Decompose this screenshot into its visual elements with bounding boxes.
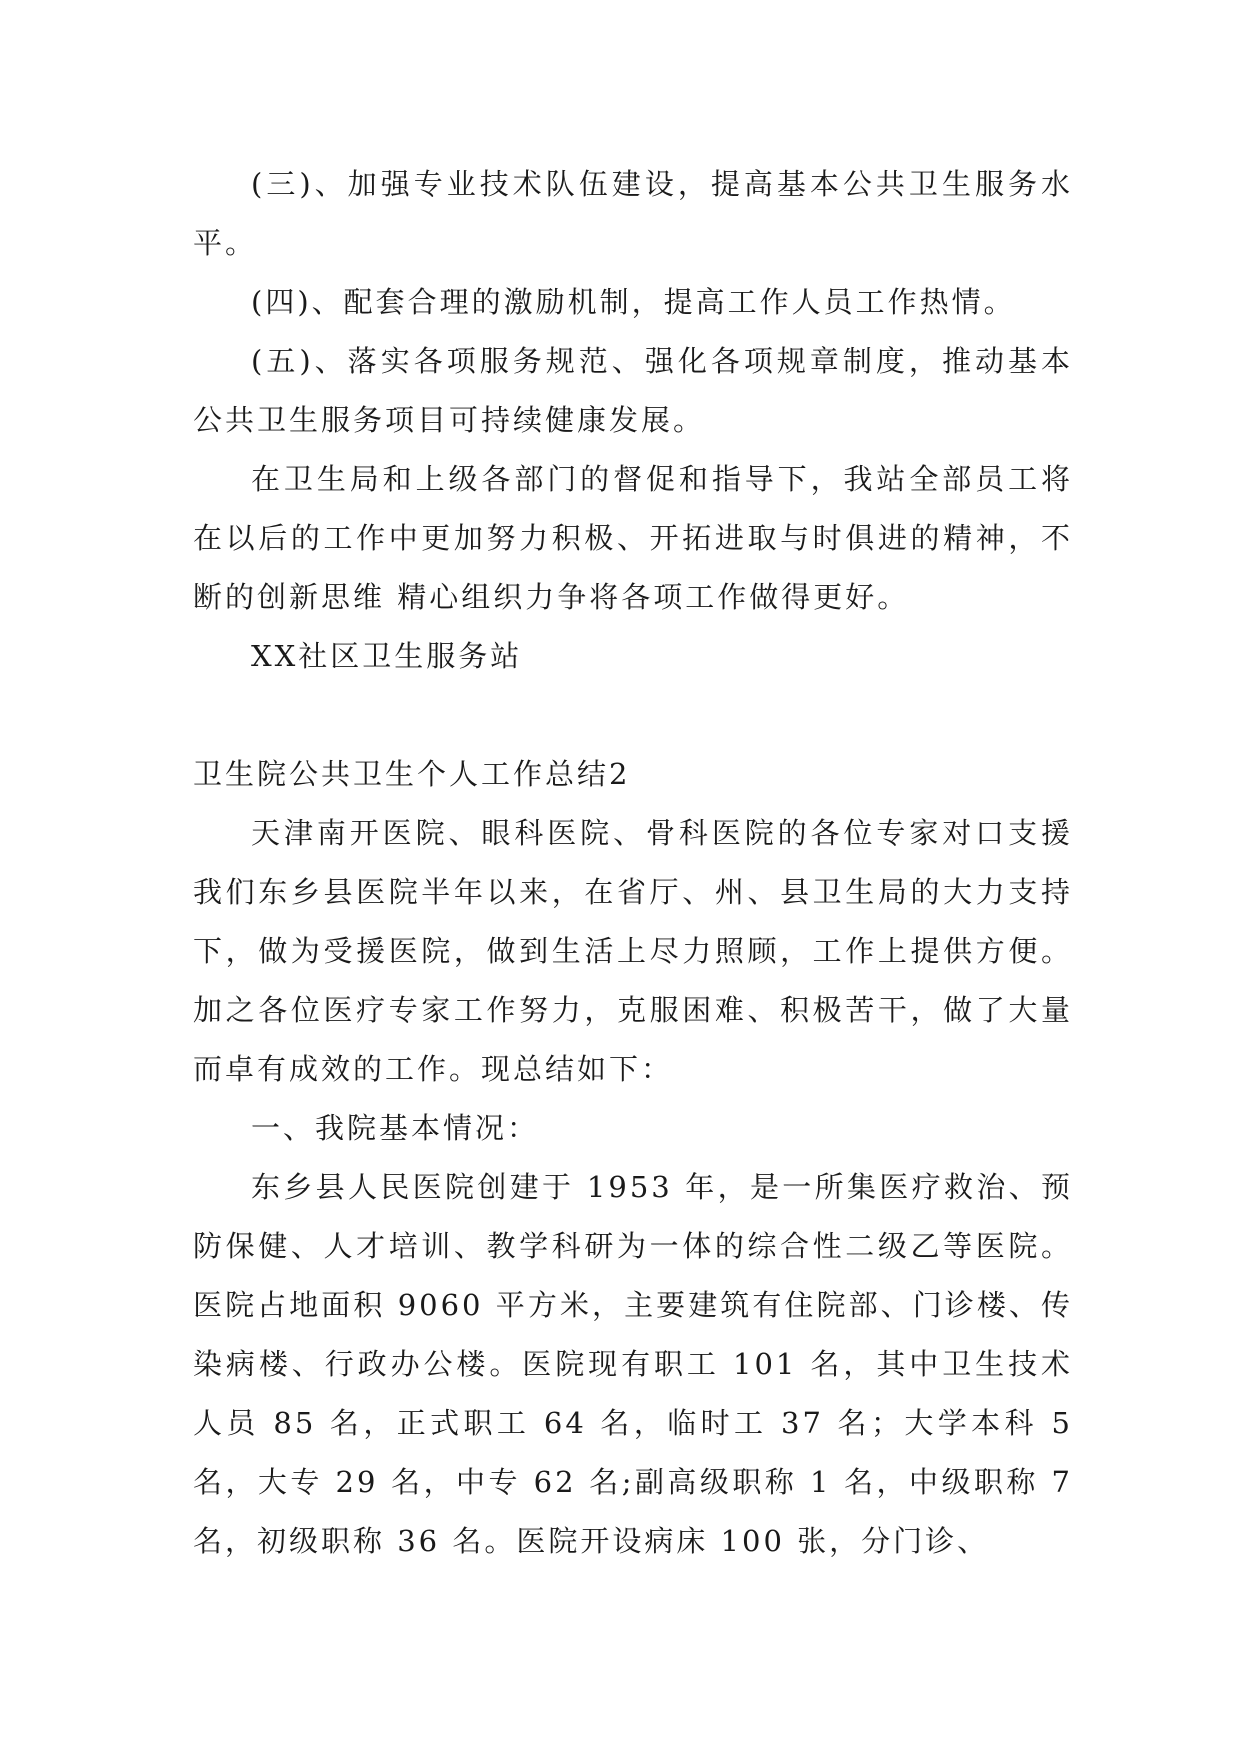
closing-paragraph: 在卫生局和上级各部门的督促和指导下，我站全部员工将在以后的工作中更加努力积极、开拓进取与时俱进的精神，不断的创新思维 精心组织力争将各项工作做得更好。 — [193, 462, 1073, 614]
section-title: 卫生院公共卫生个人工作总结2 — [193, 757, 631, 791]
subsection-heading: 一、我院基本情况： — [251, 1111, 540, 1145]
paragraph-item-3: (三)、加强专业技术队伍建设，提高基本公共卫生服务水平。 — [193, 167, 1073, 260]
signature-organization: XX社区卫生服务站 — [251, 639, 523, 673]
hospital-info-paragraph: 东乡县人民医院创建于 1953 年，是一所集医疗救治、预防保健、人才培训、教学科研为一体的综合性二级乙等医院。医院占地面积 9060 平方米，主要建筑有住院部、门诊楼、传染病楼、行政办公楼。医院现有职工 101 名，其中卫生技术人员 85 名，正式职工 64 名，临时工 37 名；大学本科 5 名，大专 29 名，中专 62 名;副高级职称 1 名，中级职称 7 名，初级职称 36 名。医院开设病床 100 张，分门诊、 — [193, 1170, 1073, 1558]
paragraph-item-5: (五)、落实各项服务规范、强化各项规章制度，推动基本公共卫生服务项目可持续健康发展。 — [193, 344, 1073, 437]
blank-line — [193, 686, 1073, 745]
intro-paragraph: 天津南开医院、眼科医院、骨科医院的各位专家对口支援我们东乡县医院半年以来，在省厅、州、县卫生局的大力支持下，做为受援医院，做到生活上尽力照顾，工作上提供方便。加之各位医疗专家工作努力，克服困难、积极苦干，做了大量而卓有成效的工作。现总结如下： — [193, 816, 1073, 1086]
paragraph-item-4: (四)、配套合理的激励机制，提高工作人员工作热情。 — [251, 285, 1016, 319]
document-body — [193, 155, 1073, 1571]
